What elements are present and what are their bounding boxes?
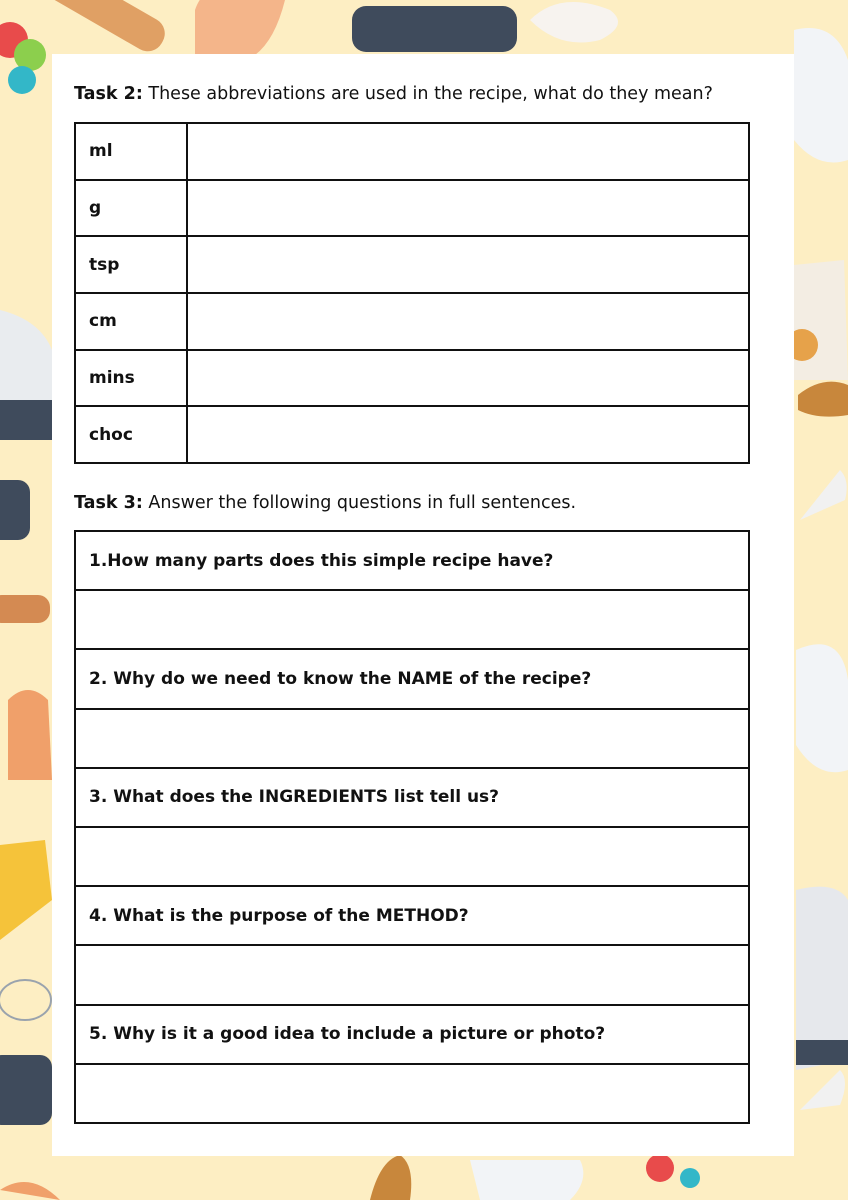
oven-mitt-icon	[195, 0, 285, 55]
meaning-answer-cell[interactable]	[187, 293, 749, 350]
question-cell: 2. Why do we need to know the NAME of the recipe?	[75, 649, 749, 708]
abbreviation-row	[75, 236, 749, 293]
spatula-icon	[798, 382, 848, 417]
chef-hat-icon	[794, 28, 848, 163]
task2-heading	[74, 84, 713, 104]
muffin-tin-icon	[0, 1055, 52, 1125]
answer-row	[75, 590, 749, 649]
task3-heading	[74, 493, 576, 513]
abbreviation-cell: cm	[75, 293, 187, 350]
abbreviation-cell: choc	[75, 406, 187, 463]
rolling-pin-icon	[0, 595, 50, 623]
task3-instruction: Answer the following questions in full sentences.	[148, 493, 577, 513]
whipped-cream-icon	[530, 2, 618, 43]
meaning-answer-cell[interactable]	[187, 123, 749, 180]
task3-label: Task 3:	[74, 493, 143, 513]
mixing-bowl-icon	[0, 310, 52, 440]
answer-row	[75, 1064, 749, 1123]
question-cell: 1.How many parts does this simple recipe have?	[75, 531, 749, 590]
answer-row	[75, 827, 749, 886]
piping-bag-icon	[800, 470, 847, 520]
question-cell: 5. Why is it a good idea to include a picture or photo?	[75, 1005, 749, 1064]
meaning-answer-cell[interactable]	[187, 406, 749, 463]
abbreviation-cell: g	[75, 180, 187, 237]
abbreviation-row	[75, 350, 749, 407]
measuring-spoons-icon	[646, 1154, 700, 1188]
butter-icon	[0, 840, 52, 940]
abbreviation-row	[75, 123, 749, 180]
abbreviation-row	[75, 180, 749, 237]
meaning-answer-cell[interactable]	[187, 180, 749, 237]
question-row	[75, 886, 749, 945]
answer-cell[interactable]	[75, 1064, 749, 1123]
abbreviations-table	[74, 122, 750, 464]
answer-cell[interactable]	[75, 590, 749, 649]
question-cell: 3. What does the INGREDIENTS list tell us?	[75, 768, 749, 827]
question-cell: 4. What is the purpose of the METHOD?	[75, 886, 749, 945]
answer-cell[interactable]	[75, 709, 749, 768]
chef-hat-icon	[796, 644, 848, 772]
whisk-icon	[0, 980, 51, 1020]
answer-cell[interactable]	[75, 827, 749, 886]
question-row	[75, 768, 749, 827]
spatula-icon	[370, 1155, 411, 1200]
task2-label: Task 2:	[74, 84, 143, 104]
abbreviation-row	[75, 293, 749, 350]
answer-cell[interactable]	[75, 945, 749, 1004]
flour-bag-icon	[786, 260, 848, 380]
rolling-pin-icon	[32, 0, 170, 57]
oven-mitt-icon	[8, 690, 52, 780]
muffin-tin-icon	[352, 6, 517, 52]
answer-row	[75, 709, 749, 768]
abbreviation-row	[75, 406, 749, 463]
chef-hat-icon	[470, 1160, 583, 1200]
piping-bag-icon	[800, 1070, 845, 1110]
question-row	[75, 1005, 749, 1064]
abbreviation-cell: ml	[75, 123, 187, 180]
answer-row	[75, 945, 749, 1004]
abbreviation-cell: mins	[75, 350, 187, 407]
abbreviation-cell: tsp	[75, 236, 187, 293]
meaning-answer-cell[interactable]	[187, 236, 749, 293]
measuring-spoons-icon	[0, 22, 46, 94]
meaning-answer-cell[interactable]	[187, 350, 749, 407]
oven-mitt-icon	[0, 1182, 60, 1200]
muffin-tin-icon	[0, 480, 30, 540]
task2-instruction: These abbreviations are used in the recipe, what do they mean?	[148, 84, 713, 104]
worksheet	[52, 54, 794, 1156]
question-row	[75, 531, 749, 590]
questions-table	[74, 530, 750, 1124]
kitchen-scale-icon	[796, 887, 848, 1070]
question-row	[75, 649, 749, 708]
